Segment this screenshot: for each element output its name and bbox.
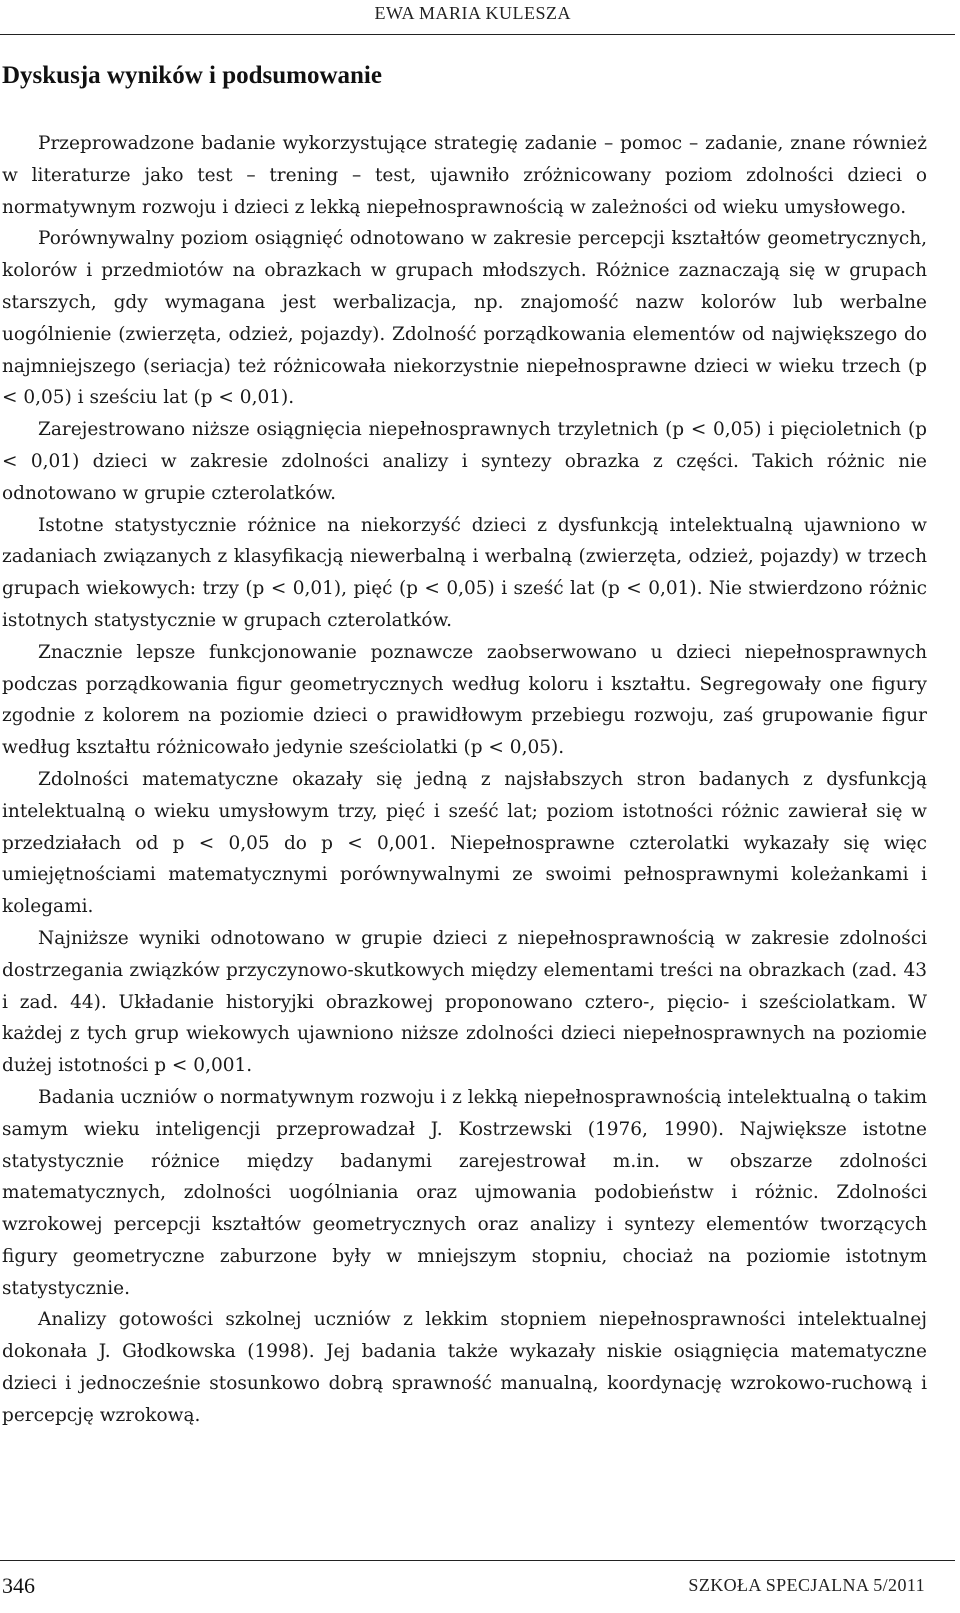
article-body xyxy=(2,128,927,1432)
journal-name: SZKOŁA SPECJALNA 5/2011 xyxy=(688,1575,925,1595)
page-footer xyxy=(0,1560,955,1613)
body-paragraph-8: Badania uczniów o normatywnym rozwoju i z lekką niepełnosprawnością intelektualną o takim samym wieku inteligencji przeprowadzał J. Kostrzewski (1976, 1990). Największe istotne statystycznie różnice między badanymi zarejestrował m.in. w obszarze zdolności matematycznych, zdolności uogólniania oraz ujmowania podobieństw i różnic. Zdolności wzrokowej percepcji kształtów geometrycznych oraz analizy i syntezy elementów tworzących figury geometryczne zaburzone były w mniejszym stopniu, chociaż na poziomie istotnym statystycznie. xyxy=(2,1086,927,1299)
body-paragraph-7: Najniższe wyniki odnotowano w grupie dzieci z niepełnosprawnością w zakresie zdolności dostrzegania związków przyczynowo-skutkowych między elementami treści na obrazkach (zad. 43 i zad. 44). Układanie historyjki obrazkowej proponowano cztero-, pięcio- i sześciolatkam. W każdej z tych grup wiekowych ujawniono niższe zdolności dzieci niepełnosprawnych na poziomie dużej istotności p < 0,001. xyxy=(2,927,927,1077)
body-paragraph-1: Przeprowadzone badanie wykorzystujące strategię zadanie – pomoc – zadanie, znane również w literaturze jako test – trening – test, ujawniło zróżnicowany poziom zdolności dzieci o normatywnym rozwoju i dzieci z lekką niepełnosprawnością w zależności od wieku umysłowego. xyxy=(2,133,927,218)
page-number: 346 xyxy=(2,1573,35,1598)
body-paragraph-9: Analizy gotowości szkolnej uczniów z lekkim stopniem niepełnosprawności intelektualnej dokonała J. Głodkowska (1998). Jej badania także wykazały niskie osiągnięcia matematyczne dzieci i jednocześnie stosunkowo dobrą sprawność manualną, koordynację wzrokowo-ruchową i percepcję wzrokową. xyxy=(2,1309,927,1426)
body-paragraph-3: Zarejestrowano niższe osiągnięcia niepełnosprawnych trzyletnich (p < 0,05) i pięcioletnich (p < 0,01) dzieci w zakresie zdolności analizy i syntezy obrazka z części. Takich różnic nie odnotowano w grupie czterolatków. xyxy=(2,419,927,504)
body-paragraph-6: Zdolności matematyczne okazały się jedną z najsłabszych stron badanych z dysfunkcją intelektualną o wieku umysłowym trzy, pięć i sześć lat; poziom istotności różnic zawierał się w przedziałach od p < 0,05 do p < 0,001. Niepełnosprawne czterolatki wykazały się więc umiejętnościami matematycznymi porównywalnymi ze swoimi pełnosprawnymi koleżankami i kolegami. xyxy=(2,768,927,918)
body-paragraph-5: Znacznie lepsze funkcjonowanie poznawcze zaobserwowano u dzieci niepełnosprawnych podczas porządkowania figur geometrycznych według koloru i kształtu. Segregowały one figury zgodnie z kolorem na poziomie dzieci o prawidłowym przebiegu rozwoju, zaś grupowanie figur według kształtu różnicowało jedynie sześciolatki (p < 0,05). xyxy=(2,641,927,759)
running-head-author: EWA MARIA KULESZA xyxy=(374,3,571,23)
body-paragraph-4: Istotne statystycznie różnice na niekorzyść dzieci z dysfunkcją intelektualną ujawniono w zadaniach związanych z klasyfikacją niewerbalną i werbalną (zwierzęta, odzież, pojazdy) w trzech grupach wiekowych: trzy (p < 0,01), pięć (p < 0,05) i sześć lat (p < 0,01). Nie stwierdzono różnic istotnych statystycznie w grupach czterolatków. xyxy=(2,514,927,631)
body-paragraph-2: Porównywalny poziom osiągnięć odnotowano w zakresie percepcji kształtów geometrycznych, kolorów i przedmiotów na obrazkach w grupach młodszych. Różnice zaznaczają się w grupach starszych, gdy wymagana jest werbalizacja, np. znajomość nazw kolorów lub werbalne uogólnienie (zwierzęta, odzież, pojazdy). Zdolność porządkowania elementów od największego do najmniejszego (seriacja) też różnicowała niekorzystnie niepełnosprawne dzieci w wieku trzech (p < 0,05) i sześciu lat (p < 0,01). xyxy=(2,228,927,409)
section-title: Dyskusja wyników i podsumowanie xyxy=(2,62,382,89)
running-head xyxy=(0,0,955,35)
